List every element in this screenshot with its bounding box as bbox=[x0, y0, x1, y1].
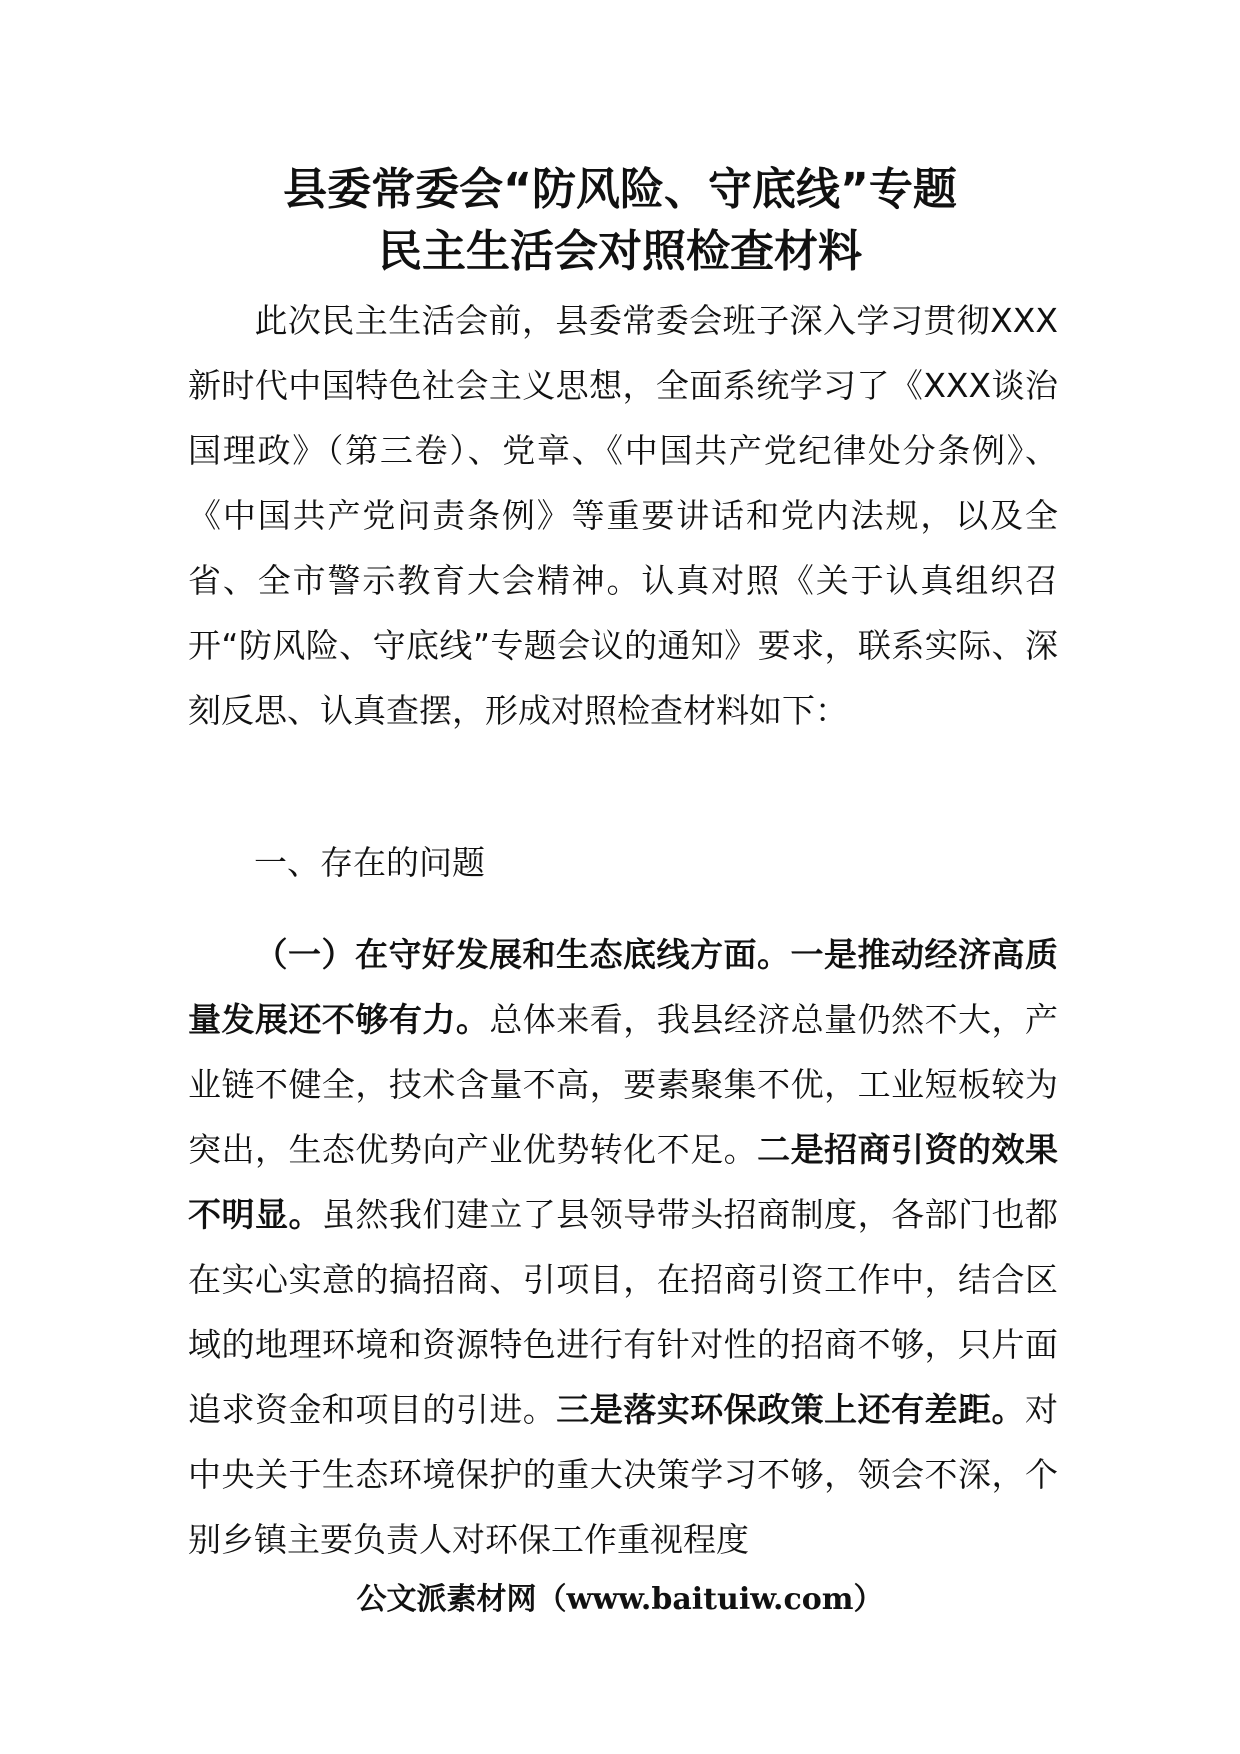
intro-text: 此次民主生活会前，县委常委会班子深入学习贯彻XXX新时代中国特色社会主义思想，全面系统学习了《XXX谈治国理政》（第三卷）、党章、《中国共产党纪律处分条例》、《中国共产党问责条例》等重要讲话和党内法规，以及全省、全市警示教育大会精神。认真对照《关于认真组织召开“防风险、守底线”专题会议的通知》要求，联系实际、深刻反思、认真查摆，形成对照检查材料如下： bbox=[188, 301, 1058, 730]
point3-lead: 三是落实环保政策上还有差距。 bbox=[556, 1390, 1026, 1429]
section-heading: 一、存在的问题 bbox=[254, 843, 485, 882]
point1-text: 总体来看，我县经济总量仍然不大，产业链不健全，技术含量不高，要素聚集不优，工业短板较为突出，生态优势向产业优势转化不足。 bbox=[188, 1000, 1059, 1169]
document-title-line2: 民主生活会对照检查材料 bbox=[378, 226, 862, 277]
document-title-line1: 县委常委会“防风险、守底线”专题 bbox=[283, 164, 957, 215]
problems-paragraph bbox=[188, 922, 1058, 1572]
point2-lead: 二是招商引资的效果不明显。 bbox=[188, 1130, 1059, 1234]
subsection-lead: （一）在守好发展和生态底线方面。 bbox=[254, 935, 791, 974]
point2-text: 虽然我们建立了县领导带头招商制度，各部门也都在实心实意的搞招商、引项目，在招商引资工作中，结合区域的地理环境和资源特色进行有针对性的招商不够，只片面追求资金和项目的引进。 bbox=[188, 1195, 1059, 1429]
watermark-footer: 公文派素材网（www.baituiw.com） bbox=[356, 1582, 884, 1617]
intro-paragraph bbox=[188, 288, 1058, 743]
point3-text: 对中央关于生态环境保护的重大决策学习不够，领会不深，个别乡镇主要负责人对环保工作重视程度 bbox=[188, 1390, 1059, 1559]
point1-lead: 一是推动经济高质量发展还不够有力。 bbox=[188, 935, 1058, 1039]
